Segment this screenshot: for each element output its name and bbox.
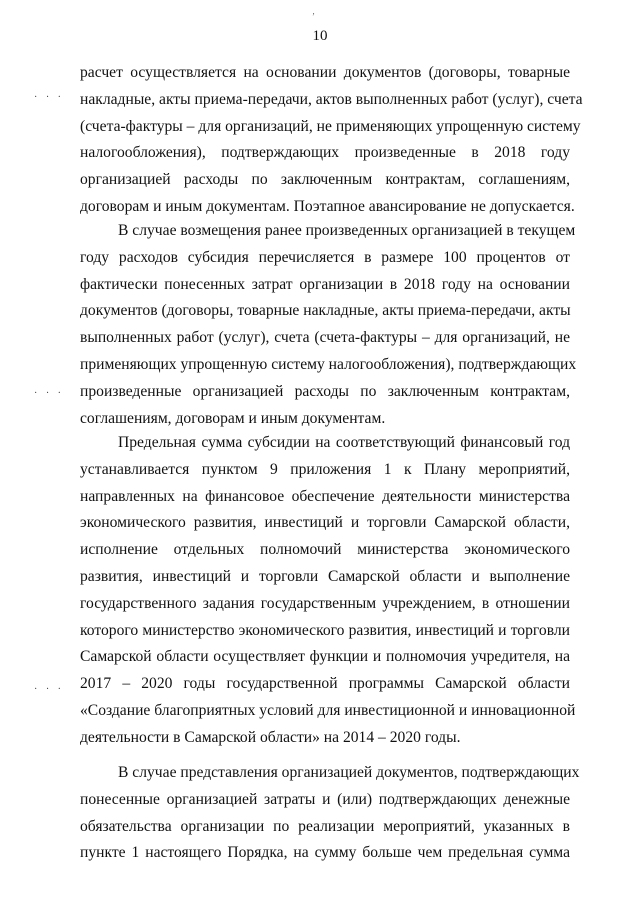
text-line: государственного задания государственным учреждением, в отношении (80, 594, 570, 612)
paragraph-4 (80, 760, 580, 867)
text-line: деятельности в Самарской области» на 2014 – 2020 годы. (80, 728, 461, 746)
text-line: экономического развития, инвестиций и торговли Самарской области, (80, 514, 570, 532)
text-line: выполненных работ (услуг), счета (счета-фактуры – для организаций, не (80, 329, 570, 347)
paragraph-2 (80, 218, 577, 432)
text-line: развития, инвестиций и торговли Самарской области и выполнение (80, 567, 570, 585)
paragraph-1 (80, 60, 583, 221)
text-line: накладные, акты приема-передачи, актов выполненных работ (услуг), счета (80, 90, 583, 108)
text-line: документов (договоры, товарные накладные, акты приема-передачи, акты (80, 302, 571, 320)
text-line: которого министерство экономического развития, инвестиций и торговли (80, 621, 570, 639)
text-line: В случае представления организацией документов, подтверждающих (118, 764, 580, 781)
text-line: Самарской области осуществляет функции и полномочия учредителя, на (80, 648, 570, 666)
margin-mark: · · · (34, 92, 64, 103)
text-line: направленных на финансовое обеспечение деятельности министерства (80, 487, 570, 505)
text-line: пункте 1 настоящего Порядка, на сумму больше чем предельная сумма (80, 844, 570, 862)
text-line: организацией расходы по заключенным контрактам, соглашениям, (80, 171, 570, 189)
text-line: понесенные организацией затраты и (или) подтверждающих денежные (80, 790, 570, 808)
paragraph-3 (80, 430, 576, 752)
text-line: произведенные организацией расходы по заключенным контрактам, (80, 382, 570, 400)
text-line: договорам и иным документам. Поэтапное авансирование не допускается. (80, 197, 575, 215)
scan-tick-mark: ‚ (312, 6, 315, 16)
page-number: 10 (312, 28, 328, 44)
text-line: исполнение отдельных полномочий министерства экономического (80, 541, 570, 559)
text-line: году расходов субсидия перечисляется в размере 100 процентов от (80, 248, 570, 266)
text-line: применяющих упрощенную систему налогообложения), подтверждающих (80, 355, 577, 373)
text-line: «Создание благоприятных условий для инвестиционной и инновационной (80, 701, 576, 719)
text-line: В случае возмещения ранее произведенных организацией в текущем (118, 222, 576, 239)
text-line: соглашениям, договорам и иным документам. (80, 409, 386, 427)
text-line: обязательства организации по реализации мероприятий, указанных в (80, 817, 570, 835)
text-line: расчет осуществляется на основании документов (договоры, товарные (80, 64, 570, 81)
text-line: устанавливается пунктом 9 приложения 1 к Плану мероприятий, (80, 460, 570, 478)
text-line: налогообложения), подтверждающих произведенные в 2018 году (80, 144, 570, 162)
margin-mark: · · · (34, 388, 64, 399)
text-line: фактически понесенных затрат организации в 2018 году на основании (80, 275, 570, 293)
text-line: (счета-фактуры – для организаций, не применяющих упрощенную систему (80, 117, 581, 135)
margin-mark: · · · (34, 684, 64, 695)
text-line: Предельная сумма субсидии на соответствующий финансовый год (118, 434, 570, 451)
text-line: 2017 – 2020 годы государственной программы Самарской области (80, 675, 570, 693)
